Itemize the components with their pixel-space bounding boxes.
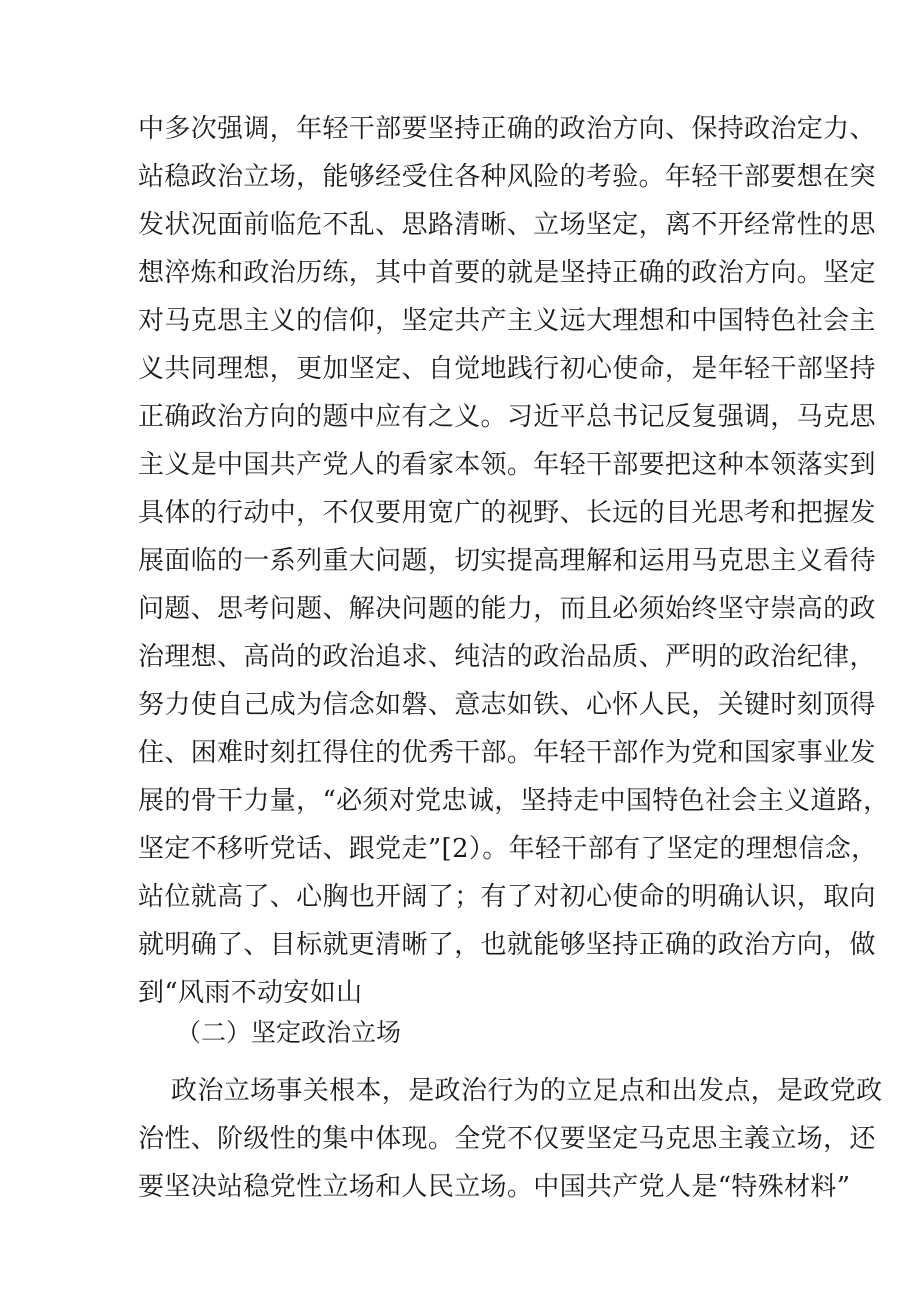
- body-text-line: 义共同理想，更加坚定、自觉地践行初心使命，是年轻干部坚持: [138, 354, 876, 384]
- body-text-line: 中多次强调，年轻干部要坚持正确的政治方向、保持政治定力、: [138, 114, 876, 144]
- body-text-line: 站稳政治立场，能够经受住各种风险的考验。年轻干部要想在突: [138, 162, 876, 192]
- body-text-line: 坚定不移听党话、跟党走”[2）。年轻干部有了坚定的理想信念，: [138, 834, 878, 864]
- body-text-line: 努力使自己成为信念如磐、意志如铁、心怀人民，关键时刻顶得: [138, 690, 876, 720]
- body-text-line: 问题、思考问题、解决问题的能力，而且必须始终坚守崇高的政: [138, 594, 876, 624]
- body-text-line: 站位就高了、心胸也开阔了；有了对初心使命的明确认识，取向: [138, 882, 876, 912]
- body-text-line: 主义是中国共产党人的看家本领。年轻干部要把这种本领落实到: [138, 450, 876, 480]
- body-text-line: 对马克思主义的信仰，坚定共产主义远大理想和中国特色社会主: [138, 306, 876, 336]
- body-text-line: 正确政治方向的题中应有之义。习近平总书记反复强调，马克思: [138, 402, 876, 432]
- body-text-line: 发状况面前临危不乱、思路清晰、立场坚定，离不开经常性的思: [138, 210, 876, 240]
- body-text-line: 具体的行动中，不仅要用宽广的视野、长远的目光思考和把握发: [138, 498, 876, 528]
- body-text-line: 治性、阶级性的集中体现。全党不仅要坚定马克思主義立场，还: [138, 1124, 876, 1154]
- body-text-line: 展的骨干力量，“必须对党忠诚，坚持走中国特色社会主义道路，: [138, 786, 890, 816]
- body-text-line: 就明确了、目标就更清晰了，也就能够坚持正确的政治方向，做: [138, 930, 876, 960]
- body-text-line: 想淬炼和政治历练，其中首要的就是坚持正确的政治方向。坚定: [138, 258, 876, 288]
- body-text-line: 要坚决站稳党性立场和人民立场。中国共产党人是“特殊材料”: [138, 1172, 851, 1202]
- body-text-line: 展面临的一系列重大问题，切实提高理解和运用马克思主义看待: [138, 546, 876, 576]
- body-text-line: 治理想、高尚的政治追求、纯洁的政治品质、严明的政治纪律，: [138, 642, 876, 672]
- body-text-line: 到“风雨不动安如山: [138, 978, 363, 1008]
- section-heading: （二）坚定政治立场: [176, 1018, 402, 1047]
- body-text-line: 住、困难时刻扛得住的优秀干部。年轻干部作为党和国家事业发: [138, 738, 876, 768]
- body-text-line: 政治立场事关根本，是政治行为的立足点和出发点，是政党政: [171, 1076, 883, 1106]
